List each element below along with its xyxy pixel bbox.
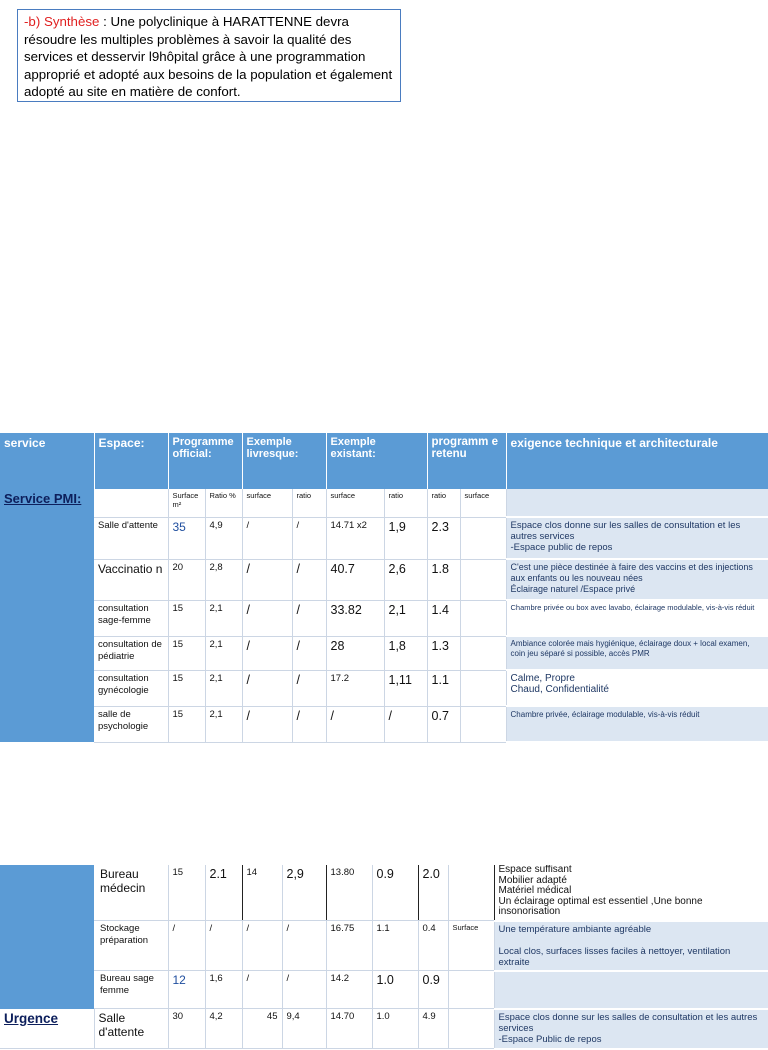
subheader-ratio-3: ratio <box>427 489 460 517</box>
liv-ratio-cell: / <box>292 670 326 706</box>
synthese-text: : Une polyclinique à HARATTENNE devra résoudre les multiples problèmes à savoir la qualité des services et desservir l9hôpital grâce à une programmation approprié et adopté aux besoins de la population et également adopté au site en matière de confort. <box>24 14 393 100</box>
liv-ratio-cell: / <box>282 971 326 1009</box>
liv-surface-cell: / <box>242 636 292 670</box>
exigence-cell: Calme, Propre Chaud, Confidentialité <box>506 670 768 706</box>
ex-surface-cell: 33.82 <box>326 600 384 636</box>
exigence-cell <box>494 971 768 1009</box>
ex-ratio-cell: 2,6 <box>384 559 427 600</box>
liv-ratio-cell: / <box>292 517 326 559</box>
ret-surface-cell <box>448 971 494 1009</box>
ex-surface-cell: / <box>326 706 384 742</box>
subheader-ratio: ratio <box>292 489 326 517</box>
ret-surface-cell: Surface <box>448 921 494 971</box>
liv-surface-cell: / <box>242 921 282 971</box>
espace-cell: consultation gynécologie <box>94 670 168 706</box>
prog-ratio-cell: 1,6 <box>205 971 242 1009</box>
prog-ratio-cell: 4,2 <box>205 1009 242 1049</box>
prog-ratio-cell: 2,1 <box>205 670 242 706</box>
table-row <box>0 600 768 636</box>
ret-ratio-cell: 0.9 <box>418 971 448 1009</box>
prog-surface-cell: 15 <box>168 706 205 742</box>
subheader-empty <box>94 489 168 517</box>
table-row <box>0 1009 768 1049</box>
header-programme-retenu: programm e retenu <box>427 433 506 489</box>
prog-ratio-cell: 2,8 <box>205 559 242 600</box>
ret-ratio-cell: 4.9 <box>418 1009 448 1049</box>
prog-ratio-cell: 2,1 <box>205 636 242 670</box>
ex-ratio-cell: 1.0 <box>372 971 418 1009</box>
table-row <box>0 559 768 600</box>
espace-cell: salle de psychologie <box>94 706 168 742</box>
table-row <box>0 517 768 559</box>
prog-surface-cell: 20 <box>168 559 205 600</box>
prog-ratio-cell: / <box>205 921 242 971</box>
ex-ratio-cell: 0.9 <box>372 865 418 921</box>
header-exemple-livresque: Exemple livresque: <box>242 433 326 489</box>
ex-ratio-cell: 2,1 <box>384 600 427 636</box>
ex-surface-cell: 40.7 <box>326 559 384 600</box>
liv-surface-cell: / <box>242 670 292 706</box>
prog-ratio-cell: 2,1 <box>205 706 242 742</box>
ret-surface-cell <box>460 636 506 670</box>
subheader-surface-2: surface <box>326 489 384 517</box>
liv-ratio-cell: / <box>292 706 326 742</box>
prog-surface-cell: 35 <box>168 517 205 559</box>
table-row <box>0 706 768 742</box>
subheader-row <box>0 489 768 517</box>
liv-ratio-cell: 9,4 <box>282 1009 326 1049</box>
subheader-surface-m2: Surface m² <box>168 489 205 517</box>
ret-ratio-cell: 0.4 <box>418 921 448 971</box>
service-cell <box>0 865 94 921</box>
ex-surface-cell: 17.2 <box>326 670 384 706</box>
espace-cell: Salle d'attente <box>94 517 168 559</box>
subheader-surface-3: surface <box>460 489 506 517</box>
prog-surface-cell: 30 <box>168 1009 205 1049</box>
espace-cell: consultation sage-femme <box>94 600 168 636</box>
ret-surface-cell <box>448 1009 494 1049</box>
programme-table-pmi <box>0 433 768 743</box>
synthese-box <box>17 9 401 102</box>
prog-surface-cell: / <box>168 921 205 971</box>
table-row <box>0 921 768 971</box>
ret-surface-cell <box>448 865 494 921</box>
ret-ratio-cell: 1.1 <box>427 670 460 706</box>
table-row <box>0 636 768 670</box>
ret-ratio-cell: 1.8 <box>427 559 460 600</box>
table-row <box>0 865 768 921</box>
prog-ratio-cell: 2,1 <box>205 600 242 636</box>
ret-ratio-cell: 2.3 <box>427 517 460 559</box>
subheader-surface: surface <box>242 489 292 517</box>
ret-surface-cell <box>460 559 506 600</box>
header-programme: Programme official: <box>168 433 242 489</box>
ret-ratio-cell: 0.7 <box>427 706 460 742</box>
table-row <box>0 670 768 706</box>
service-cell-urgence: Urgence <box>0 1009 94 1049</box>
subheader-ratio-2: ratio <box>384 489 427 517</box>
ex-ratio-cell: 1.1 <box>372 921 418 971</box>
ex-ratio-cell: 1.0 <box>372 1009 418 1049</box>
subheader-exigence-empty <box>506 489 768 517</box>
prog-surface-cell: 12 <box>168 971 205 1009</box>
synthese-lead: -b) Synthèse <box>24 14 100 29</box>
liv-surface-cell: / <box>242 600 292 636</box>
ex-surface-cell: 14.70 <box>326 1009 372 1049</box>
ex-surface-cell: 14.2 <box>326 971 372 1009</box>
prog-surface-cell: 15 <box>168 600 205 636</box>
espace-cell: Salle d'attente <box>94 1009 168 1049</box>
header-espace: Espace: <box>94 433 168 489</box>
programme-table-continued <box>0 865 768 1050</box>
liv-ratio-cell: / <box>292 559 326 600</box>
ex-ratio-cell: 1,9 <box>384 517 427 559</box>
table-header-row <box>0 433 768 489</box>
liv-ratio-cell: / <box>282 921 326 971</box>
service-name: Service PMI: <box>4 491 82 506</box>
table-row <box>0 971 768 1009</box>
subheader-ratio-pct: Ratio % <box>205 489 242 517</box>
ret-ratio-cell: 2.0 <box>418 865 448 921</box>
espace-cell: Bureau sage femme <box>94 971 168 1009</box>
prog-surface-cell: 15 <box>168 636 205 670</box>
header-service: service <box>0 433 94 489</box>
exigence-cell: Espace clos donne sur les salles de consultation et les autres services -Espace Public de repos <box>494 1009 768 1049</box>
exigence-cell: Ambiance colorée mais hygiénique, éclairage doux + local examen, coin jeu séparé si possible, accès PMR <box>506 636 768 670</box>
exigence-cell: Une température ambiante agréable Local clos, surfaces lisses faciles à nettoyer, ventilation extraite <box>494 921 768 971</box>
espace-cell: Stockage préparation <box>94 921 168 971</box>
prog-ratio-cell: 2.1 <box>205 865 242 921</box>
service-cell <box>0 971 94 1009</box>
liv-surface-cell: / <box>242 517 292 559</box>
ret-surface-cell <box>460 517 506 559</box>
ret-ratio-cell: 1.3 <box>427 636 460 670</box>
ret-ratio-cell: 1.4 <box>427 600 460 636</box>
ex-surface-cell: 13.80 <box>326 865 372 921</box>
ex-surface-cell: 16.75 <box>326 921 372 971</box>
exigence-cell: Espace suffisant Mobilier adapté Matériel médical Un éclairage optimal est essentiel ,Une bonne insonorisation <box>494 865 768 921</box>
exigence-cell: C'est une pièce destinée à faire des vaccins et des injections aux enfants ou les nouveau nées Éclairage naturel /Espace privé <box>506 559 768 600</box>
liv-ratio-cell: / <box>292 600 326 636</box>
header-exigence: exigence technique et architecturale <box>506 433 768 489</box>
espace-cell: Vaccinatio n <box>94 559 168 600</box>
header-exemple-existant: Exemple existant: <box>326 433 427 489</box>
ex-ratio-cell: 1,11 <box>384 670 427 706</box>
ex-ratio-cell: 1,8 <box>384 636 427 670</box>
prog-surface-cell: 15 <box>168 865 205 921</box>
ex-ratio-cell: / <box>384 706 427 742</box>
exigence-cell: Espace clos donne sur les salles de consultation et les autres services -Espace public de repos <box>506 517 768 559</box>
ret-surface-cell <box>460 600 506 636</box>
ex-surface-cell: 14.71 x2 <box>326 517 384 559</box>
ret-surface-cell <box>460 706 506 742</box>
service-cell <box>0 489 94 742</box>
service-cell <box>0 921 94 971</box>
exigence-cell: Chambre privée ou box avec lavabo, éclairage modulable, vis-à-vis réduit <box>506 600 768 636</box>
liv-ratio-cell: 2,9 <box>282 865 326 921</box>
espace-cell: Bureau médecin <box>94 865 168 921</box>
liv-surface-cell: 45 <box>242 1009 282 1049</box>
liv-surface-cell: / <box>242 971 282 1009</box>
liv-surface-cell: 14 <box>242 865 282 921</box>
ex-surface-cell: 28 <box>326 636 384 670</box>
exigence-cell: Chambre privée, éclairage modulable, vis-à-vis réduit <box>506 706 768 742</box>
prog-ratio-cell: 4,9 <box>205 517 242 559</box>
liv-surface-cell: / <box>242 706 292 742</box>
prog-surface-cell: 15 <box>168 670 205 706</box>
liv-surface-cell: / <box>242 559 292 600</box>
espace-cell: consultation de pédiatrie <box>94 636 168 670</box>
ret-surface-cell <box>460 670 506 706</box>
liv-ratio-cell: / <box>292 636 326 670</box>
